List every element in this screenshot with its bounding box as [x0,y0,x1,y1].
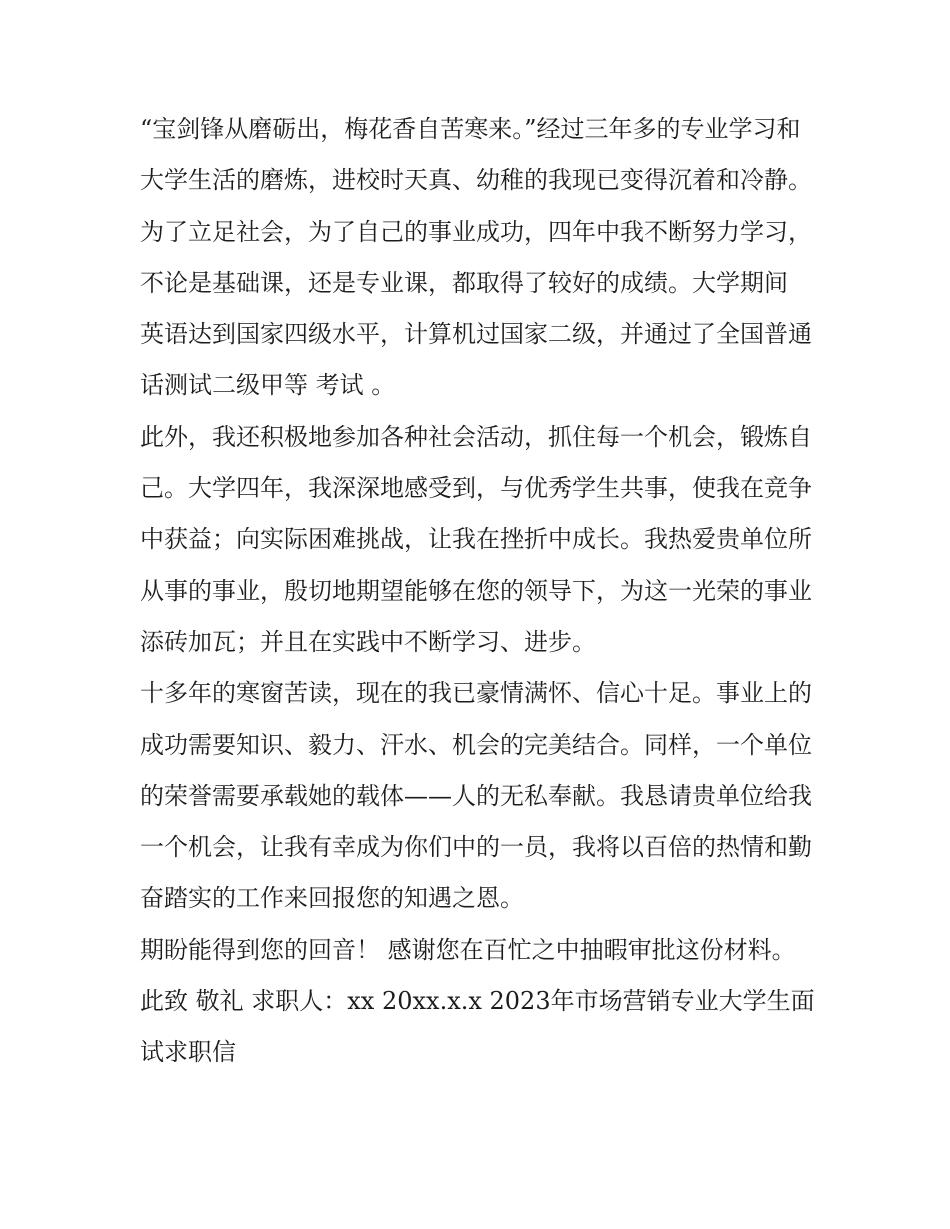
paragraph-opening: “宝剑锋从磨砺出，梅花香自苦寒来。”经过三年多的专业学习和大学生活的磨炼，进校时天真、幼稚的我现已变得沉着和冷静。为了立足社会，为了自己的事业成功，四年中我不断努力学习，不论是基础课，还是专业课，都取得了较好的成绩。大学期间 [140,115,812,297]
paragraph-activities: 此外，我还积极地参加各种社会活动，抓住每一个机会，锻炼自己。大学四年，我深深地感受到，与优秀学生共事，使我在竞争中获益；向实际困难挑战，让我在挫折中成长。我热爱贵单位所从事的事业，殷切地期望能够在您的领导下，为这一光荣的事业添砖加瓦；并且在实践中不断学习、进步。 [140,422,812,656]
paragraph-closing: 期盼能得到您的回音！ 感谢您在百忙之中抽暇审批这份材料。 此致 敬礼 求职人：xx 20xx.x.x 2023年市场营销专业大学生面试求职信 [140,935,815,1067]
letter-body [140,104,820,1079]
paragraph-qualifications: 英语达到国家四级水平，计算机过国家二级，并通过了全国普通话测试二级甲等 考试 。 [140,320,812,400]
paragraph-aspiration: 十多年的寒窗苦读，现在的我已豪情满怀、信心十足。事业上的成功需要知识、毅力、汗水、机会的完美结合。同样，一个单位的荣誉需要承载她的载体——人的无私奉献。我恳请贵单位给我一个机会，让我有幸成为你们中的一员，我将以百倍的热情和勤奋踏实的工作来回报您的知遇之恩。 [140,679,812,913]
